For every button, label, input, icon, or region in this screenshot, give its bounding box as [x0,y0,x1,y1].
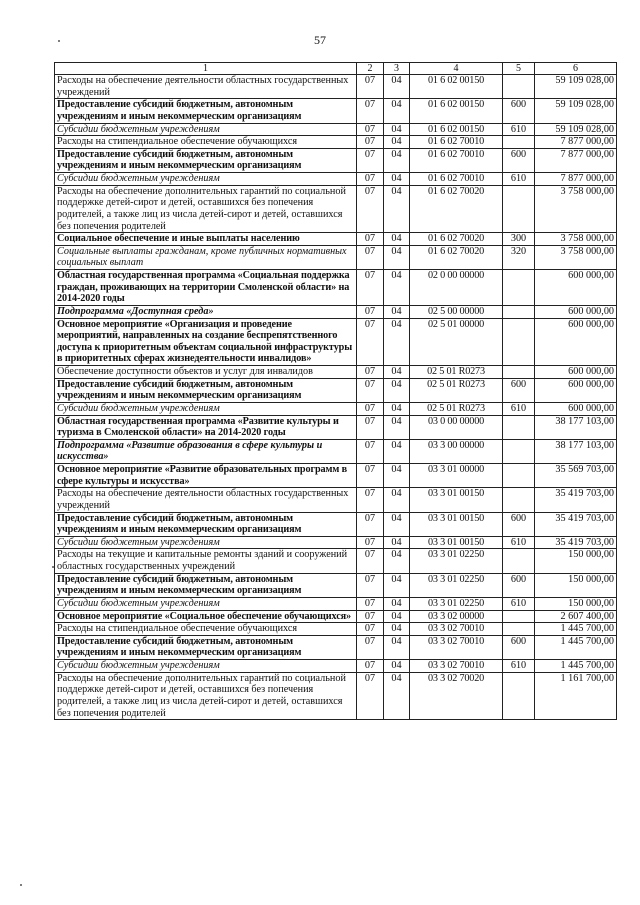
row-expense-type [503,136,535,149]
row-subsection: 04 [384,136,410,149]
row-target-code: 02 5 01 R0273 [410,366,503,379]
header-row [55,63,617,75]
table-row [55,245,617,269]
row-subsection: 04 [384,536,410,549]
row-target-code: 03 3 01 00150 [410,512,503,536]
row-expense-type [503,488,535,512]
row-target-code: 01 6 02 00150 [410,99,503,123]
row-amount: 150 000,00 [535,549,617,573]
row-name: Расходы на обеспечение деятельности областных государственных учреждений [55,488,357,512]
row-name: Субсидии бюджетным учреждениям [55,597,357,610]
row-name: Субсидии бюджетным учреждениям [55,123,357,136]
row-name: Субсидии бюджетным учреждениям [55,402,357,415]
row-target-code: 01 6 02 70020 [410,245,503,269]
row-expense-type: 610 [503,402,535,415]
row-target-code: 03 3 01 02250 [410,549,503,573]
row-amount: 600 000,00 [535,270,617,306]
row-expense-type: 610 [503,173,535,186]
row-expense-type: 610 [503,660,535,673]
row-section: 07 [357,148,384,172]
row-expense-type: 600 [503,99,535,123]
row-name: Основное мероприятие «Развитие образовательных программ в сфере культуры и искусства» [55,464,357,488]
table-row [55,233,617,246]
row-target-code: 01 6 02 70010 [410,173,503,186]
row-amount: 38 177 103,00 [535,439,617,463]
table-row [55,439,617,463]
table-row [55,623,617,636]
row-section: 07 [357,75,384,99]
row-expense-type: 600 [503,148,535,172]
row-amount: 59 109 028,00 [535,75,617,99]
row-expense-type [503,75,535,99]
row-section: 07 [357,402,384,415]
row-subsection: 04 [384,439,410,463]
row-name: Социальное обеспечение и иные выплаты населению [55,233,357,246]
row-expense-type: 610 [503,536,535,549]
row-expense-type [503,623,535,636]
budget-table [54,62,617,720]
row-name: Социальные выплаты гражданам, кроме публичных нормативных социальных выплат [55,245,357,269]
row-section: 07 [357,597,384,610]
row-name: Основное мероприятие «Социальное обеспечение обучающихся» [55,610,357,623]
table-row [55,660,617,673]
row-section: 07 [357,512,384,536]
scan-speck [20,884,22,886]
row-section: 07 [357,305,384,318]
row-name: Субсидии бюджетным учреждениям [55,660,357,673]
row-amount: 3 758 000,00 [535,185,617,233]
row-name: Основное мероприятие «Организация и проведение мероприятий, направленных на создание беспрепятственного доступа к приоритетным объектам социальной инфраструктуры в приоритетных сферах жизнедеятельности инвалидов» [55,318,357,366]
table-row [55,270,617,306]
row-expense-type: 300 [503,233,535,246]
table-row [55,99,617,123]
row-name: Предоставление субсидий бюджетным, автономным учреждениям и иным некоммерческим организациям [55,378,357,402]
table-row [55,402,617,415]
row-amount: 600 000,00 [535,305,617,318]
row-subsection: 04 [384,378,410,402]
row-expense-type [503,415,535,439]
row-name: Расходы на стипендиальное обеспечение обучающихся [55,623,357,636]
scan-speck [52,566,54,568]
table-row [55,185,617,233]
row-section: 07 [357,464,384,488]
row-subsection: 04 [384,512,410,536]
row-expense-type [503,672,535,720]
table-row [55,415,617,439]
row-target-code: 01 6 02 70020 [410,185,503,233]
row-subsection: 04 [384,415,410,439]
row-subsection: 04 [384,173,410,186]
row-amount: 38 177 103,00 [535,415,617,439]
table-row [55,536,617,549]
row-target-code: 03 3 02 70010 [410,623,503,636]
row-section: 07 [357,573,384,597]
row-amount: 600 000,00 [535,378,617,402]
row-subsection: 04 [384,597,410,610]
row-section: 07 [357,660,384,673]
row-subsection: 04 [384,148,410,172]
row-amount: 600 000,00 [535,318,617,366]
row-section: 07 [357,488,384,512]
table-row [55,573,617,597]
row-expense-type: 600 [503,573,535,597]
row-name: Расходы на обеспечение деятельности областных государственных учреждений [55,75,357,99]
table-row [55,136,617,149]
row-name: Предоставление субсидий бюджетным, автономным учреждениям и иным некоммерческим организациям [55,99,357,123]
row-expense-type: 610 [503,597,535,610]
row-target-code: 02 5 01 R0273 [410,378,503,402]
table-row [55,148,617,172]
row-amount: 35 419 703,00 [535,536,617,549]
row-expense-type: 320 [503,245,535,269]
row-subsection: 04 [384,270,410,306]
table-row [55,318,617,366]
row-amount: 1 161 700,00 [535,672,617,720]
table-row [55,610,617,623]
row-amount: 150 000,00 [535,573,617,597]
row-expense-type: 600 [503,378,535,402]
row-target-code: 03 3 01 00150 [410,488,503,512]
row-amount: 3 758 000,00 [535,245,617,269]
row-target-code: 02 5 01 R0273 [410,402,503,415]
row-amount: 2 607 400,00 [535,610,617,623]
row-amount: 1 445 700,00 [535,623,617,636]
row-target-code: 03 3 01 02250 [410,573,503,597]
budget-table-body [55,63,617,720]
row-subsection: 04 [384,366,410,379]
row-section: 07 [357,672,384,720]
row-section: 07 [357,549,384,573]
row-amount: 35 419 703,00 [535,488,617,512]
row-name: Расходы на обеспечение дополнительных гарантий по социальной поддержке детей-сирот и детей, оставшихся без попечения родителей, а также лиц из числа детей-сирот и детей, оставшихся без попечения родителей [55,672,357,720]
row-subsection: 04 [384,185,410,233]
row-amount: 600 000,00 [535,402,617,415]
row-section: 07 [357,233,384,246]
row-expense-type [503,439,535,463]
row-name: Субсидии бюджетным учреждениям [55,173,357,186]
row-subsection: 04 [384,123,410,136]
page-number: 57 [314,33,326,47]
row-expense-type [503,305,535,318]
row-amount: 600 000,00 [535,366,617,379]
row-name: Субсидии бюджетным учреждениям [55,536,357,549]
row-target-code: 01 6 02 70010 [410,148,503,172]
header-col-1: 1 [55,63,357,75]
row-target-code: 02 5 01 00000 [410,318,503,366]
row-subsection: 04 [384,464,410,488]
row-name: Подпрограмма «Доступная среда» [55,305,357,318]
row-subsection: 04 [384,488,410,512]
row-name: Предоставление субсидий бюджетным, автономным учреждениям и иным некоммерческим организациям [55,148,357,172]
row-expense-type [503,366,535,379]
table-row [55,75,617,99]
table-row [55,173,617,186]
header-col-5: 5 [503,63,535,75]
table-row [55,512,617,536]
row-amount: 7 877 000,00 [535,173,617,186]
table-row [55,488,617,512]
row-subsection: 04 [384,573,410,597]
row-name: Расходы на обеспечение дополнительных гарантий по социальной поддержке детей-сирот и детей, оставшихся без попечения родителей, а также лиц из числа детей-сирот и детей, оставшихся без попечения родителей [55,185,357,233]
row-target-code: 01 6 02 00150 [410,75,503,99]
header-col-6: 6 [535,63,617,75]
row-target-code: 01 6 02 00150 [410,123,503,136]
row-section: 07 [357,318,384,366]
table-row [55,366,617,379]
row-section: 07 [357,415,384,439]
row-subsection: 04 [384,99,410,123]
row-subsection: 04 [384,549,410,573]
row-target-code: 03 3 00 00000 [410,439,503,463]
row-target-code: 02 0 00 00000 [410,270,503,306]
row-target-code: 02 5 00 00000 [410,305,503,318]
table-row [55,635,617,659]
row-amount: 7 877 000,00 [535,136,617,149]
row-amount: 7 877 000,00 [535,148,617,172]
row-name: Областная государственная программа «Развитие культуры и туризма в Смоленской области» на 2014-2020 годы [55,415,357,439]
row-section: 07 [357,366,384,379]
row-target-code: 03 3 01 00000 [410,464,503,488]
row-name: Подпрограмма «Развитие образования в сфере культуры и искусства» [55,439,357,463]
row-expense-type [503,464,535,488]
row-amount: 35 569 703,00 [535,464,617,488]
row-expense-type: 600 [503,635,535,659]
table-row [55,597,617,610]
row-expense-type [503,549,535,573]
row-subsection: 04 [384,245,410,269]
row-section: 07 [357,536,384,549]
row-section: 07 [357,270,384,306]
row-target-code: 01 6 02 70020 [410,233,503,246]
row-amount: 35 419 703,00 [535,512,617,536]
row-amount: 3 758 000,00 [535,233,617,246]
row-target-code: 03 0 00 00000 [410,415,503,439]
row-section: 07 [357,185,384,233]
row-section: 07 [357,123,384,136]
row-subsection: 04 [384,318,410,366]
row-target-code: 03 3 02 70020 [410,672,503,720]
row-name: Расходы на стипендиальное обеспечение обучающихся [55,136,357,149]
row-name: Предоставление субсидий бюджетным, автономным учреждениям и иным некоммерческим организациям [55,573,357,597]
row-subsection: 04 [384,233,410,246]
row-section: 07 [357,99,384,123]
row-section: 07 [357,610,384,623]
header-col-2: 2 [357,63,384,75]
row-target-code: 03 3 01 02250 [410,597,503,610]
row-section: 07 [357,439,384,463]
table-row [55,123,617,136]
row-expense-type [503,270,535,306]
table-row [55,549,617,573]
row-expense-type: 600 [503,512,535,536]
row-section: 07 [357,173,384,186]
row-name: Расходы на текущие и капитальные ремонты зданий и сооружений областных государственных учреждений [55,549,357,573]
row-name: Обеспечение доступности объектов и услуг для инвалидов [55,366,357,379]
row-expense-type: 610 [503,123,535,136]
row-subsection: 04 [384,610,410,623]
row-section: 07 [357,623,384,636]
row-name: Предоставление субсидий бюджетным, автономным учреждениям и иным некоммерческим организациям [55,635,357,659]
row-target-code: 03 3 02 70010 [410,635,503,659]
row-subsection: 04 [384,672,410,720]
row-target-code: 01 6 02 70010 [410,136,503,149]
row-subsection: 04 [384,635,410,659]
table-row [55,378,617,402]
row-section: 07 [357,635,384,659]
row-amount: 1 445 700,00 [535,660,617,673]
header-col-4: 4 [410,63,503,75]
row-subsection: 04 [384,402,410,415]
row-expense-type [503,610,535,623]
row-amount: 150 000,00 [535,597,617,610]
row-expense-type [503,318,535,366]
table-row [55,305,617,318]
table-row [55,464,617,488]
row-amount: 1 445 700,00 [535,635,617,659]
row-amount: 59 109 028,00 [535,123,617,136]
row-subsection: 04 [384,75,410,99]
header-col-3: 3 [384,63,410,75]
row-target-code: 03 3 02 70010 [410,660,503,673]
row-target-code: 03 3 01 00150 [410,536,503,549]
table-row [55,672,617,720]
row-section: 07 [357,245,384,269]
row-section: 07 [357,378,384,402]
row-section: 07 [357,136,384,149]
row-name: Областная государственная программа «Социальная поддержка граждан, проживающих на территории Смоленской области» на 2014-2020 годы [55,270,357,306]
row-amount: 59 109 028,00 [535,99,617,123]
row-subsection: 04 [384,305,410,318]
row-name: Предоставление субсидий бюджетным, автономным учреждениям и иным некоммерческим организациям [55,512,357,536]
row-expense-type [503,185,535,233]
row-target-code: 03 3 02 00000 [410,610,503,623]
row-subsection: 04 [384,623,410,636]
scan-speck [58,40,60,42]
row-subsection: 04 [384,660,410,673]
